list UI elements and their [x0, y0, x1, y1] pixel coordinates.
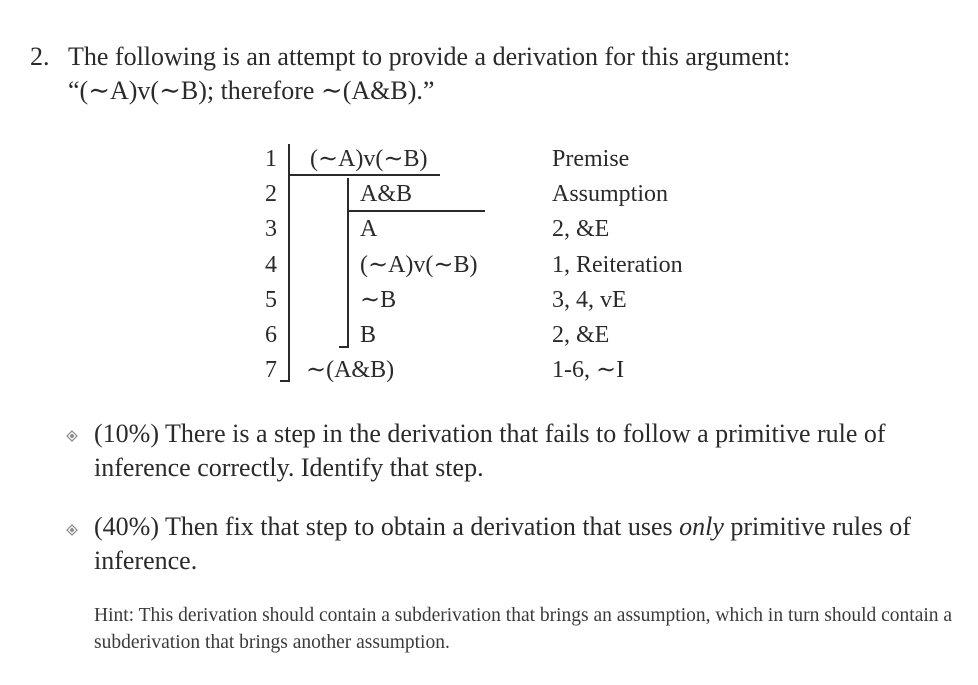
problem-number: 2. [30, 42, 50, 71]
line-number: 5 [265, 287, 277, 313]
question-2-prefix: (40%) Then fix that step to obtain a derivation that uses [94, 512, 680, 541]
outer-foot [280, 380, 290, 382]
formula: ∼B [360, 287, 397, 313]
formula: (∼A)v(∼B) [360, 252, 478, 278]
diamond-bullet-icon [66, 524, 78, 536]
justification: 2, &E [552, 216, 610, 242]
justification: Assumption [552, 181, 669, 207]
formula: A [360, 216, 378, 242]
subderivation-foot [339, 346, 349, 348]
assumption-underline [347, 210, 485, 212]
justification: 2, &E [552, 322, 610, 348]
line-number: 7 [265, 357, 277, 383]
subderivation-scope-line [347, 178, 349, 348]
question-2 [94, 510, 954, 578]
justification: 1, Reiteration [552, 252, 683, 278]
diamond-bullet-icon [66, 430, 78, 442]
formula: A&B [360, 181, 413, 207]
justification: Premise [552, 146, 630, 172]
line-number: 6 [265, 322, 277, 348]
line-number: 1 [265, 146, 277, 172]
question-2-emphasis: only [679, 512, 724, 541]
hint-text: Hint: This derivation should contain a subderivation that brings an assumption, which in turn should contain a subderivation that brings another assumption. [94, 605, 953, 653]
premise-underline [288, 174, 440, 176]
question-2-suffix: primitive rules of inference. [94, 512, 911, 575]
formula: (∼A)v(∼B) [310, 146, 428, 172]
justification: 1-6, ∼I [552, 357, 625, 383]
line-number: 2 [265, 181, 277, 207]
outer-scope-line [288, 144, 290, 382]
line-number: 3 [265, 216, 277, 242]
line-number: 4 [265, 252, 277, 278]
problem-intro-line1: The following is an attempt to provide a derivation for this argument: [68, 42, 791, 71]
question-1: (10%) There is a step in the derivation that fails to follow a primitive rule of inference correctly. Identify that step. [94, 419, 886, 482]
formula: ∼(A&B) [306, 357, 395, 383]
formula: B [360, 322, 377, 348]
argument-statement: “(∼A)v(∼B); therefore ∼(A&B).” [68, 76, 435, 105]
justification: 3, 4, vE [552, 287, 627, 313]
